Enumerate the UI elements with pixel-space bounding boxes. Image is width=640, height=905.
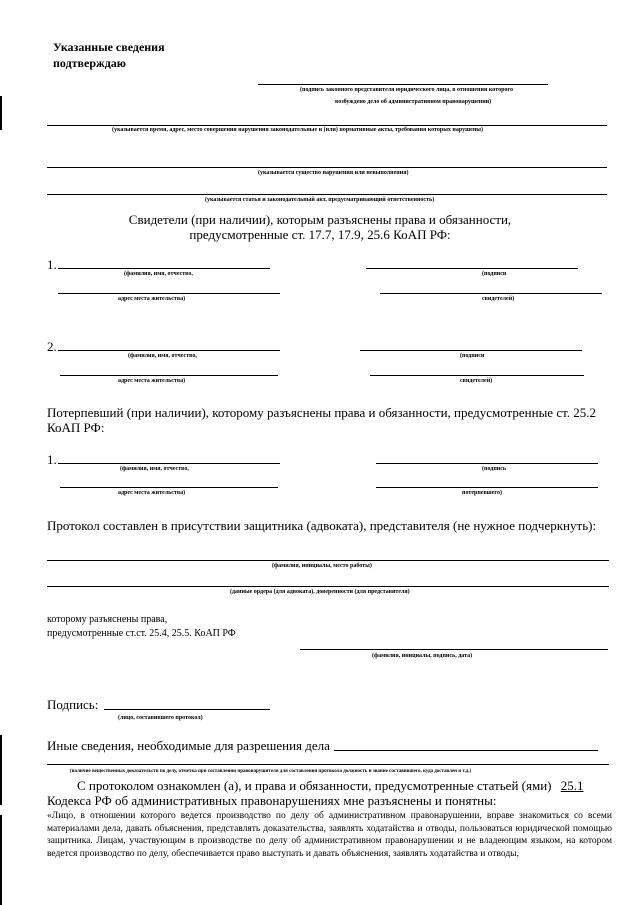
witness1-number: 1. <box>47 257 57 272</box>
defender-sign-caption: (фамилия, инициалы, подпись, дата) <box>372 653 473 659</box>
scan-mark <box>0 815 2 905</box>
witness1-name-line[interactable] <box>58 268 270 269</box>
familiar-article-number: 25.1 <box>560 778 584 793</box>
defender-rights-line1: которому разъяснены права, <box>47 614 168 625</box>
defender-name-line[interactable] <box>47 560 609 561</box>
witness2-addr-caption: адрес места жительства) <box>118 378 186 384</box>
victim-heading: Потерпевший (при наличии), которому разъяснены права и обязанности, предусмотренные ст. 25.2 КоАП РФ: <box>47 405 597 435</box>
witness1-sign-caption2: свидетелей) <box>482 296 515 302</box>
defender-rights-line2: предусмотренные ст.ст. 25.4, 25.5. КоАП РФ <box>47 628 236 639</box>
time-place-caption: (указывается время, адрес, место совершения нарушения законодательные и (или) нормативные акты, требования которых нарушены) <box>112 127 483 133</box>
witness1-sign-caption: (подписи <box>482 271 507 277</box>
victim-sign-line[interactable] <box>376 463 598 464</box>
essence-caption: (указывается существо нарушения или невыполнения) <box>258 170 409 176</box>
confirm-label-line2: подтверждаю <box>53 56 126 70</box>
essence-line[interactable] <box>47 167 607 168</box>
defender-order-line[interactable] <box>47 586 609 587</box>
time-place-line[interactable] <box>47 125 607 126</box>
article-line[interactable] <box>47 194 607 195</box>
other-info-line[interactable] <box>334 750 598 751</box>
signature-caption: (лицо, составившего протокол) <box>118 715 203 721</box>
scan-mark <box>0 96 2 130</box>
scan-mark <box>0 735 2 805</box>
article-caption: (указывается статья и законодательный акт, предусматривающий ответственность) <box>205 197 435 203</box>
other-info-caption: (наличие вещественных доказательств по делу, отметка при составлении правонарушителя для составления протокола должность и звание составившего, куда доставлен и т.д.) <box>70 769 472 774</box>
witness2-sign-caption2: свидетелей) <box>460 378 493 384</box>
victim-sign-line2[interactable] <box>376 487 598 488</box>
defender-order-caption: (данные ордера (для адвоката), доверенности (для представителя) <box>230 589 410 595</box>
familiar-quote: «Лицо, в отношении которого ведется производство по делу об административном правонарушении, вправе знакомиться со всеми материалами дела, давать объяснения, представлять доказательства, заявлять ходатайства и отводы, пользоваться юридической помощью защитника. Лицам, участвующим в производстве по делу об административном правонарушении и не владеющим языком, на котором ведется производство по делу, обеспечивается право выступать и давать объяснения, заявлять ходатайства и отводы, <box>47 811 612 859</box>
witness1-name-caption: (фамилия, имя, отчество, <box>124 271 193 277</box>
victim-addr-line[interactable] <box>60 487 278 488</box>
familiar-line1-text: С протоколом ознакомлен (а), и права и обязанности, предусмотренные статьей (ями) <box>77 778 552 793</box>
signature-line[interactable] <box>104 709 270 710</box>
confirm-label-line1: Указанные сведения <box>53 40 165 54</box>
familiar-line1 <box>47 778 615 793</box>
victim-sign-caption2: потерпевшего) <box>462 490 502 496</box>
witness1-addr-caption: адрес места жительства) <box>118 296 186 302</box>
witness2-sign-caption: (подписи <box>460 353 485 359</box>
signature-rep-caption2: возбуждено дело об административном правонарушении) <box>335 99 492 105</box>
victim-sign-caption: (подпись <box>482 466 507 472</box>
witness1-addr-line[interactable] <box>58 293 280 294</box>
witness2-name-caption: (фамилия, имя, отчество, <box>128 353 197 359</box>
defender-sign-line[interactable] <box>300 649 608 650</box>
other-info-label: Иные сведения, необходимые для разрешения дела <box>47 738 330 753</box>
witness2-number: 2. <box>47 339 57 354</box>
witness1-sign-line[interactable] <box>366 268 578 269</box>
victim-addr-caption: адрес места жительства) <box>118 490 186 496</box>
witnesses-heading-line1: Свидетели (при наличии), которым разъяснены права и обязанности, <box>128 212 512 227</box>
signature-rep-line[interactable] <box>258 84 548 85</box>
signature-label: Подпись: <box>47 697 99 712</box>
defender-name-caption: (фамилия, инициалы, место работы) <box>272 563 372 569</box>
victim-name-caption: (фамилия, имя, отчество, <box>120 466 189 472</box>
witness2-name-line[interactable] <box>58 350 280 351</box>
witness2-sign-line2[interactable] <box>370 375 584 376</box>
other-info-line2[interactable] <box>47 764 609 765</box>
victim-number: 1. <box>47 452 57 467</box>
familiar-line2: Кодекса РФ об административных правонарушениях мне разъяснены и понятны: <box>47 793 497 808</box>
witnesses-heading-line2: предусмотренные ст. 17.7, 17.9, 25.6 КоАП РФ: <box>189 227 451 242</box>
victim-name-line[interactable] <box>58 463 280 464</box>
witness1-sign-line2[interactable] <box>380 293 602 294</box>
defender-heading: Протокол составлен в присутствии защитника (адвоката), представителя (не нужное подчеркнуть): <box>47 518 597 533</box>
signature-rep-caption: (подпись законного представителя юридического лица, в отношении которого <box>300 87 513 93</box>
witness2-addr-line[interactable] <box>60 375 278 376</box>
witness2-sign-line[interactable] <box>360 350 582 351</box>
